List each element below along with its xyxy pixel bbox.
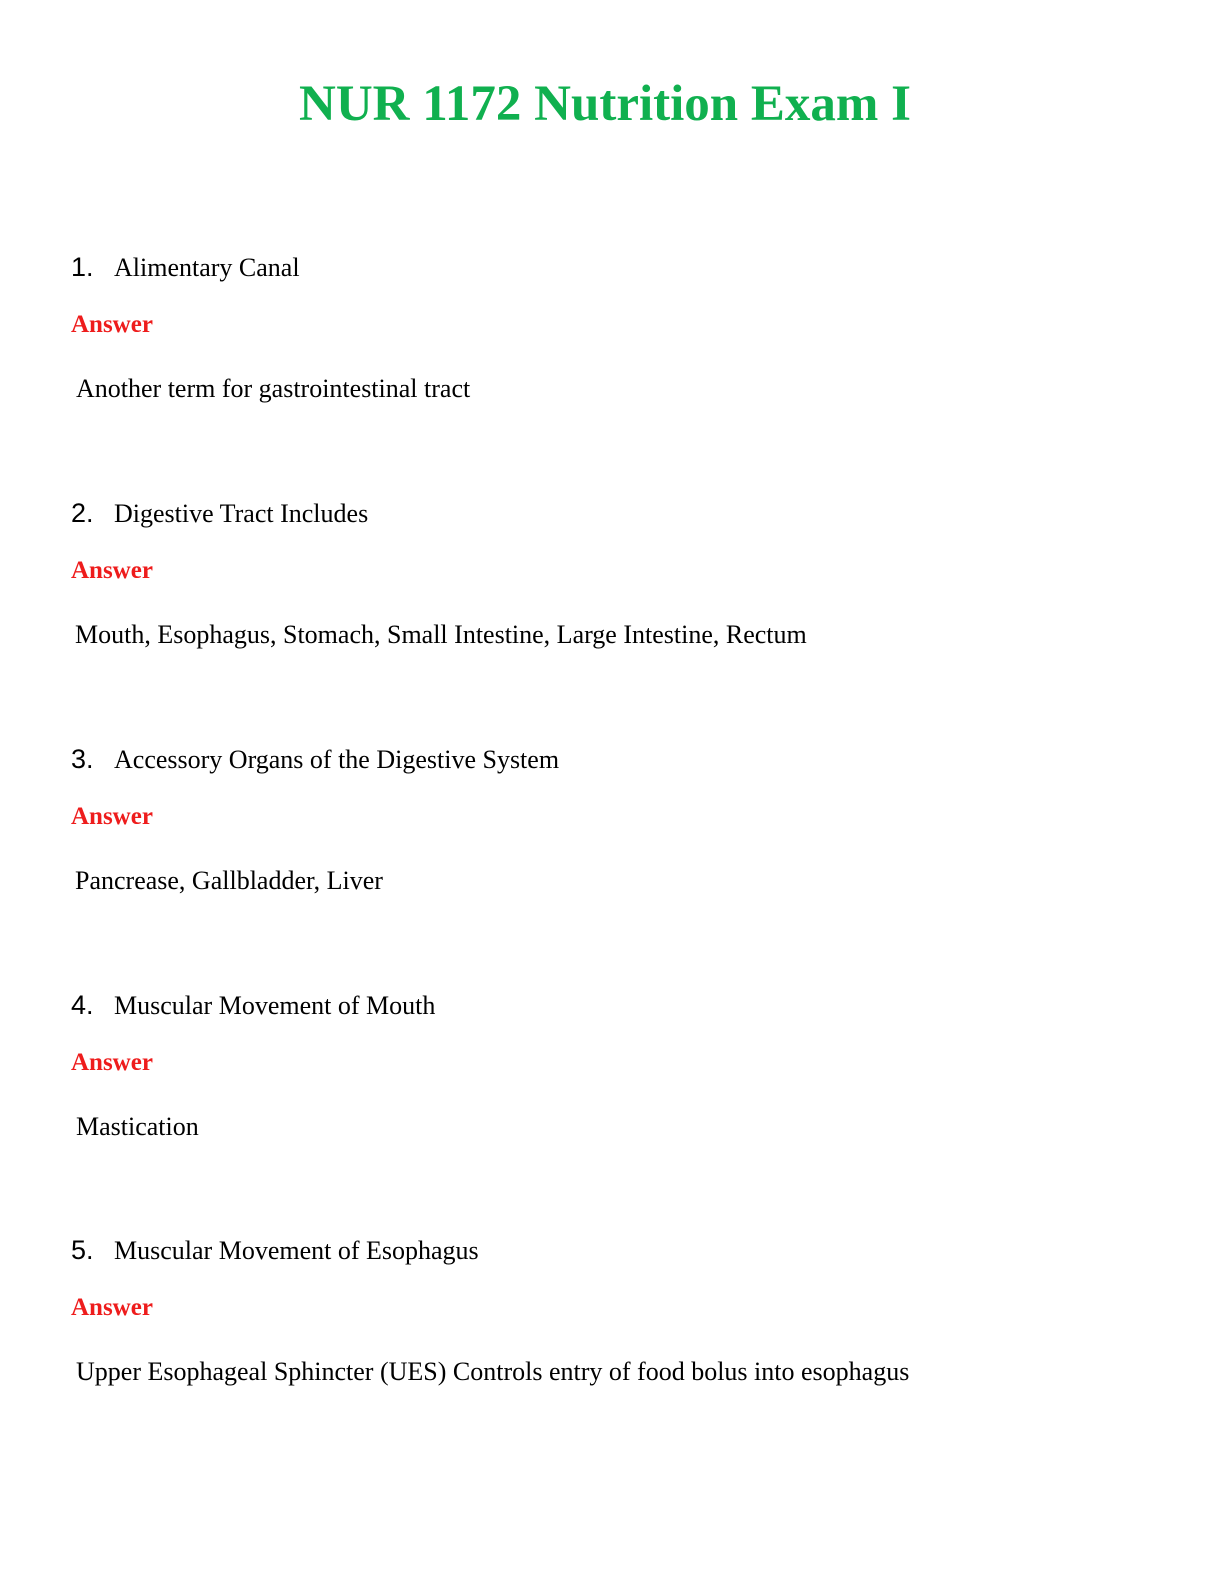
answer-text: Mastication [76,1112,199,1141]
page-title: NUR 1172 Nutrition Exam I [298,76,912,132]
answer-text: Upper Esophageal Sphincter (UES) Controls entry of food bolus into esophagus [76,1357,910,1386]
question-number: 4. [71,990,94,1020]
answer-label: Answer [71,557,153,584]
answer-label: Answer [71,1049,153,1076]
answer-text: Pancrease, Gallbladder, Liver [75,866,383,895]
answer-label: Answer [71,311,153,338]
question-text: Muscular Movement of Esophagus [114,1236,479,1265]
question-line [71,247,300,287]
question-text: Digestive Tract Includes [114,499,369,528]
answer-label: Answer [71,1294,153,1321]
question-number: 1. [71,252,94,282]
question-number: 5. [71,1235,94,1265]
question-text: Muscular Movement of Mouth [114,991,436,1020]
question-line [71,493,368,533]
question-line [71,1230,479,1270]
question-text: Accessory Organs of the Digestive System [114,745,560,774]
question-line [71,985,435,1025]
question-text: Alimentary Canal [114,253,300,282]
question-number: 2. [71,498,94,528]
answer-label: Answer [71,803,153,830]
answer-text: Another term for gastrointestinal tract [76,374,471,403]
question-number: 3. [71,744,94,774]
question-line [71,739,559,779]
answer-text: Mouth, Esophagus, Stomach, Small Intestine, Large Intestine, Rectum [75,620,807,649]
